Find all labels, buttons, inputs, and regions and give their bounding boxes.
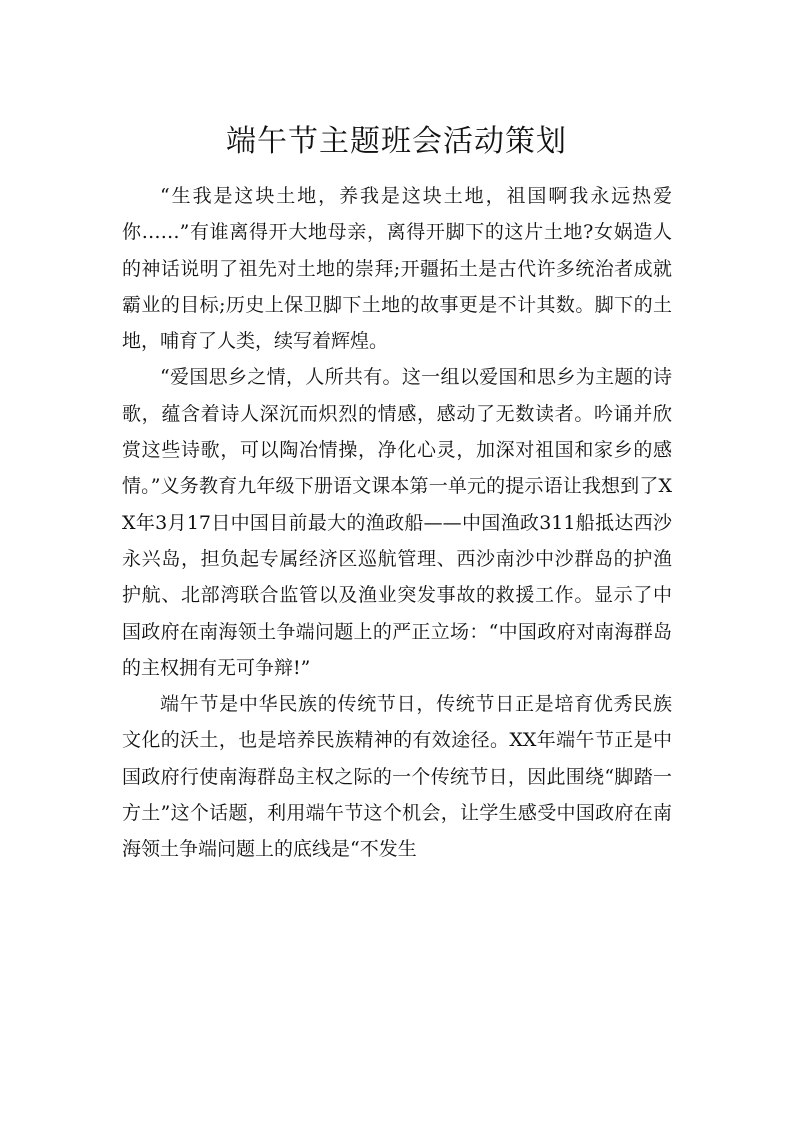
document-body <box>122 178 672 868</box>
paragraph-3: 端午节是中华民族的传统节日，传统节日正是培育优秀民族文化的沃土，也是培养民族精神的有效途径。XX年端午节正是中国政府行使南海群岛主权之际的一个传统节日，因此围绕“脚踏一方土”这个话题，利用端午节这个机会，让学生感受中国政府在南海领土争端问题上的底线是“不发生 <box>122 693 672 861</box>
document-title: 端午节主题班会活动策划 <box>226 124 567 159</box>
paragraph-1: “生我是这块土地，养我是这块土地，祖国啊我永远热爱你……”有谁离得开大地母亲，离得开脚下的这片土地?女娲造人的神话说明了祖先对土地的崇拜;开疆拓土是古代许多统治者成就霸业的目标;历史上保卫脚下土地的故事更是不计其数。脚下的土地，哺育了人类，续写着辉煌。 <box>122 185 672 353</box>
paragraph-2: “爱国思乡之情，人所共有。这一组以爱国和思乡为主题的诗歌，蕴含着诗人深沉而炽烈的情感，感动了无数读者。吟诵并欣赏这些诗歌，可以陶冶情操，净化心灵，加深对祖国和家乡的感情。”义务教育九年级下册语文课本第一单元的提示语让我想到了XX年3月17日中国目前最大的渔政船——中国渔政311船抵达西沙永兴岛，担负起专属经济区巡航管理、西沙南沙中沙群岛的护渔护航、北部湾联合监管以及渔业突发事故的救援工作。显示了中国政府在南海领土争端问题上的严正立场：“中国政府对南海群岛的主权拥有无可争辩!” <box>122 366 672 679</box>
